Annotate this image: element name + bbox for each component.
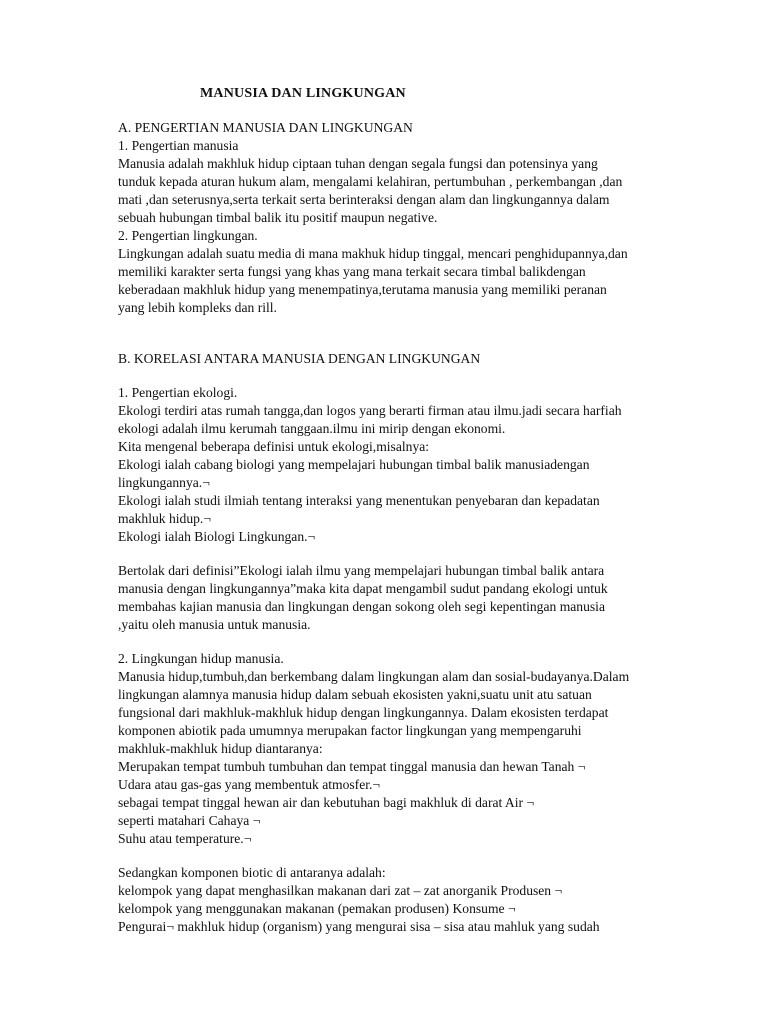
- text-line: Manusia hidup,tumbuh,dan berkembang dalam lingkungan alam dan sosial-budayanya.Dalam: [118, 669, 630, 684]
- text-line: sebagai tempat tinggal hewan air dan kebutuhan bagi makhluk di darat Air ¬: [118, 795, 535, 810]
- text-line: tunduk kepada aturan hukum alam, mengalami kelahiran, pertumbuhan , perkembangan ,dan: [118, 174, 623, 189]
- text-line: sebuah hubungan timbal balik itu positif maupun negative.: [118, 210, 438, 225]
- text-line: keberadaan makhluk hidup yang menempatinya,terutama manusia yang memiliki peranan: [118, 282, 607, 297]
- document-title: MANUSIA DAN LINGKUNGAN: [200, 86, 406, 101]
- text-line: komponen abiotik pada umumnya merupakan factor lingkungan yang mempengaruhi: [118, 723, 582, 738]
- text-line: membahas kajian manusia dan lingkungan dengan sokong oleh segi kepentingan manusia: [118, 599, 605, 614]
- text-line: manusia dengan lingkungannya”maka kita dapat mengambil sudut pandang ekologi untuk: [118, 581, 608, 596]
- text-line: Ekologi ialah Biologi Lingkungan.¬: [118, 529, 316, 544]
- section-a-heading: A. PENGERTIAN MANUSIA DAN LINGKUNGAN: [118, 120, 413, 135]
- text-line: 2. Lingkungan hidup manusia.: [118, 651, 284, 666]
- text-line: ekologi adalah ilmu kerumah tanggaan.ilmu ini mirip dengan ekonomi.: [118, 421, 506, 436]
- text-line: kelompok yang menggunakan makanan (pemakan produsen) Konsume ¬: [118, 901, 516, 916]
- text-line: Ekologi terdiri atas rumah tangga,dan logos yang berarti firman atau ilmu.jadi secara harfiah: [118, 403, 622, 418]
- text-line: Sedangkan komponen biotic di antaranya adalah:: [118, 865, 386, 880]
- text-line: Pengurai¬ makhluk hidup (organism) yang mengurai sisa – sisa atau mahluk yang sudah: [118, 919, 600, 934]
- section-b-heading: B. KORELASI ANTARA MANUSIA DENGAN LINGKUNGAN: [118, 351, 481, 366]
- text-line: makhluk-makhluk hidup diantaranya:: [118, 741, 323, 756]
- text-line: Manusia adalah makhluk hidup ciptaan tuhan dengan segala fungsi dan potensinya yang: [118, 156, 598, 171]
- text-line: makhluk hidup.¬: [118, 511, 211, 526]
- text-line: mati ,dan seterusnya,serta terkait serta berinteraksi dengan alam dan lingkungannya dalam: [118, 192, 610, 207]
- text-line: Kita mengenal beberapa definisi untuk ekologi,misalnya:: [118, 439, 430, 454]
- text-line: ,yaitu oleh manusia untuk manusia.: [118, 617, 311, 632]
- text-line: memiliki karakter serta fungsi yang khas yang mana terkait secara timbal balikdengan: [118, 264, 586, 279]
- text-line: lingkungannya.¬: [118, 475, 210, 490]
- text-line: lingkungan alamnya manusia hidup dalam sebuah ekosisten yakni,suatu unit atu satuan: [118, 687, 592, 702]
- text-line: 1. Pengertian ekologi.: [118, 385, 238, 400]
- text-line: kelompok yang dapat menghasilkan makanan dari zat – zat anorganik Produsen ¬: [118, 883, 563, 898]
- text-line: 1. Pengertian manusia: [118, 138, 239, 153]
- text-line: seperti matahari Cahaya ¬: [118, 813, 261, 828]
- text-line: Suhu atau temperature.¬: [118, 831, 252, 846]
- text-line: Udara atau gas-gas yang membentuk atmosfer.¬: [118, 777, 381, 792]
- text-line: 2. Pengertian lingkungan.: [118, 228, 258, 243]
- text-line: Ekologi ialah studi ilmiah tentang interaksi yang menentukan penyebaran dan kepadatan: [118, 493, 600, 508]
- text-line: Ekologi ialah cabang biologi yang mempelajari hubungan timbal balik manusiadengan: [118, 457, 590, 472]
- text-line: yang lebih kompleks dan rill.: [118, 300, 277, 315]
- text-line: Merupakan tempat tumbuh tumbuhan dan tempat tinggal manusia dan hewan Tanah ¬: [118, 759, 586, 774]
- text-line: Bertolak dari definisi”Ekologi ialah ilmu yang mempelajari hubungan timbal balik antara: [118, 563, 605, 578]
- text-line: Lingkungan adalah suatu media di mana makhuk hidup tinggal, mencari penghidupannya,dan: [118, 246, 628, 261]
- text-line: fungsional dari makhluk-makhluk hidup dengan lingkungannya. Dalam ekosisten terdapat: [118, 705, 609, 720]
